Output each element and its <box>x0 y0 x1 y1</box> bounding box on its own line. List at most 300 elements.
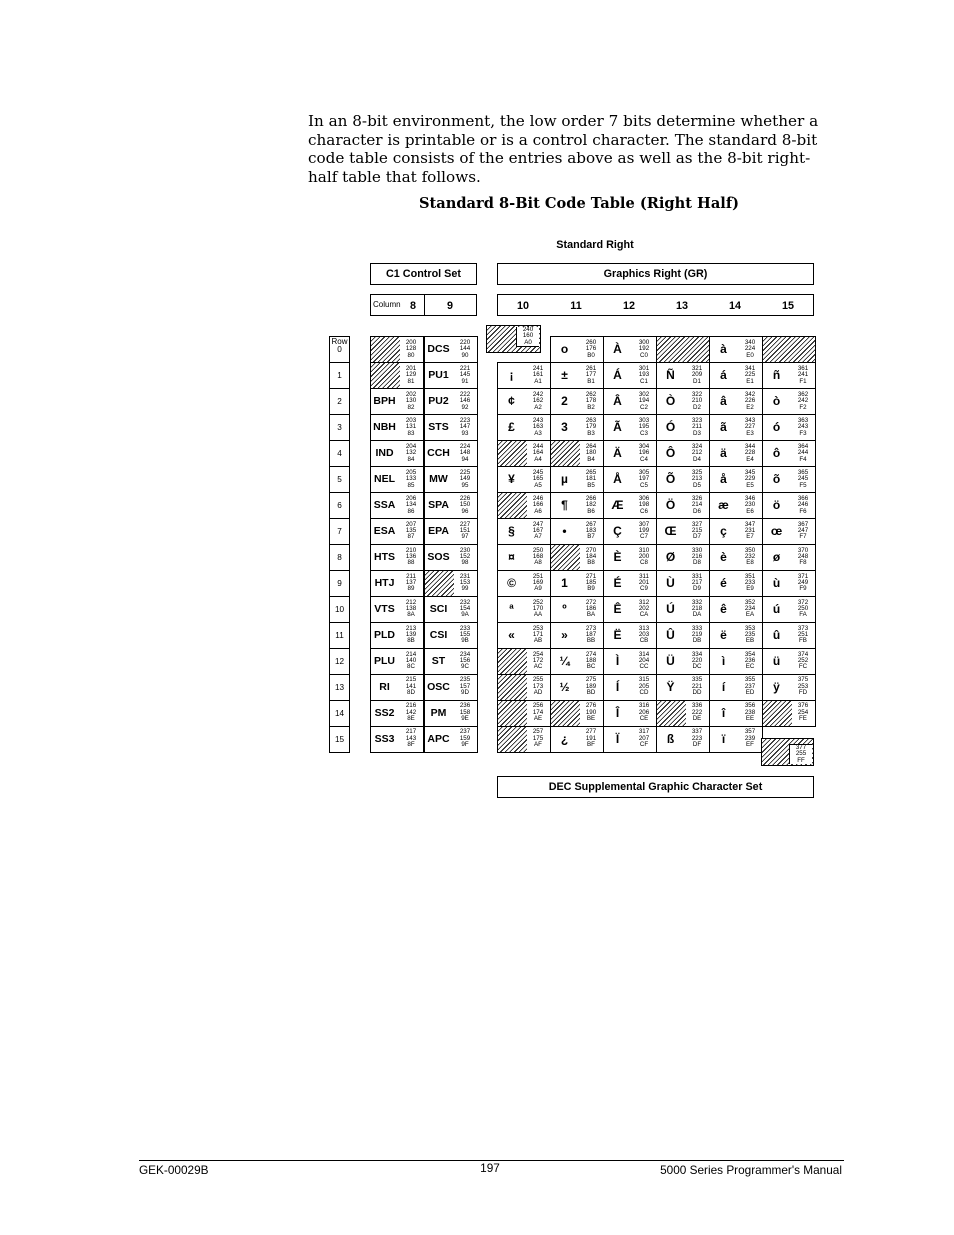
code-cell-r4-c15 <box>762 440 816 467</box>
glyph: £ <box>508 420 515 435</box>
glyph: APC <box>427 733 450 746</box>
column-divider <box>424 294 425 316</box>
glyph: ú <box>772 602 781 617</box>
code-values: 367 247 F7 <box>797 520 809 541</box>
code-cell-r2-c15 <box>762 388 816 415</box>
code-values: 267 183 B7 <box>585 520 597 541</box>
code-values: 302 194 C2 <box>638 390 650 411</box>
code-values: 263 179 B3 <box>585 416 597 437</box>
code-values: 305 197 C5 <box>638 468 650 489</box>
code-values: 365 245 F5 <box>797 468 809 489</box>
glyph: µ <box>561 472 568 487</box>
row-label: Row <box>331 336 348 346</box>
code-values: 227 151 97 <box>459 520 471 541</box>
column-header-gr <box>497 294 814 316</box>
glyph: PU2 <box>428 395 449 408</box>
code-cell-r12-c15 <box>762 648 816 675</box>
code-values: 274 188 BC <box>585 650 597 671</box>
extra-cell-a0 <box>486 325 541 353</box>
code-cell-r6-c11 <box>550 492 604 519</box>
row-number-15: 15 <box>329 726 350 753</box>
code-cell-r14-c13 <box>656 700 710 727</box>
glyph: Ù <box>666 576 675 591</box>
glyph: HTS <box>374 551 395 564</box>
glyph: ¿ <box>560 732 569 747</box>
code-cell-r5-c15 <box>762 466 816 493</box>
glyph: DCS <box>427 343 450 356</box>
code-cell-r3-c10 <box>497 414 551 441</box>
glyph: û <box>772 628 781 643</box>
glyph: Œ <box>664 524 677 539</box>
code-cell-r1-c9 <box>424 362 478 389</box>
code-values: 217 143 8F <box>405 728 417 749</box>
code-values: 335 221 DD <box>691 676 703 697</box>
row-number-14: 14 <box>329 700 350 727</box>
graphics-right-label: Graphics Right (GR) <box>497 263 814 285</box>
code-cell-r9-c12 <box>603 570 657 597</box>
glyph: Í <box>615 680 620 695</box>
glyph: ä <box>720 446 727 461</box>
glyph: ã <box>720 420 727 435</box>
code-values: 340 224 E0 <box>744 338 756 359</box>
code-cell-r4-c11 <box>550 440 604 467</box>
code-cell-r13-c8 <box>370 674 424 701</box>
footer-manual-title: 5000 Series Programmer's Manual <box>660 1163 842 1177</box>
glyph: è <box>720 550 727 565</box>
code-values: 245 165 A5 <box>532 468 544 489</box>
code-cell-r1-c15 <box>762 362 816 389</box>
code-cell-r8-c14 <box>709 544 763 571</box>
row-number-11: 11 <box>329 622 350 649</box>
glyph: ± <box>561 368 568 383</box>
code-values: 210 136 88 <box>405 546 417 567</box>
code-values: 275 189 BD <box>585 676 597 697</box>
code-values: 356 238 EE <box>744 702 756 723</box>
glyph: SPA <box>428 499 449 512</box>
code-cell-r5-c8 <box>370 466 424 493</box>
code-values: 374 252 FC <box>797 650 809 671</box>
glyph: ç <box>720 524 727 539</box>
glyph: PU1 <box>428 369 449 382</box>
code-cell-r5-c12 <box>603 466 657 493</box>
code-cell-r4-c9 <box>424 440 478 467</box>
code-cell-r15-c10 <box>497 726 551 753</box>
code-cell-r3-c9 <box>424 414 478 441</box>
code-values: 251 169 A9 <box>532 572 544 593</box>
glyph: ì <box>721 654 726 669</box>
code-values: 316 206 CE <box>638 702 650 723</box>
glyph: OSC <box>427 681 450 694</box>
glyph: ê <box>720 602 727 617</box>
code-cell-r4-c8 <box>370 440 424 467</box>
glyph: õ <box>772 472 781 487</box>
code-cell-r11-c13 <box>656 622 710 649</box>
code-values: 346 230 E6 <box>744 494 756 515</box>
code-cell-r10-c9 <box>424 596 478 623</box>
code-values: 235 157 9D <box>459 676 471 697</box>
glyph: Ó <box>665 420 676 435</box>
column-number-12: 12 <box>622 300 635 312</box>
glyph: RI <box>379 681 390 694</box>
c1-control-set-label: C1 Control Set <box>370 263 477 285</box>
code-cell-r10-c11 <box>550 596 604 623</box>
glyph: à <box>720 342 727 357</box>
code-cell-r6-c12 <box>603 492 657 519</box>
code-cell-r4-c14 <box>709 440 763 467</box>
code-cell-r10-c8 <box>370 596 424 623</box>
glyph: Æ <box>611 498 624 513</box>
code-values: 247 167 A7 <box>532 520 544 541</box>
code-cell-r3-c15 <box>762 414 816 441</box>
code-cell-r8-c15 <box>762 544 816 571</box>
code-cell-r9-c11 <box>550 570 604 597</box>
code-values: 322 210 D2 <box>691 390 703 411</box>
code-cell-r10-c15 <box>762 596 816 623</box>
code-cell-r6-c9 <box>424 492 478 519</box>
code-cell-r7-c15 <box>762 518 816 545</box>
code-values: 270 184 B8 <box>585 546 597 567</box>
code-values: 272 186 BA <box>585 598 597 619</box>
code-cell-r8-c9 <box>424 544 478 571</box>
code-cell-r6-c14 <box>709 492 763 519</box>
code-cell-r4-c13 <box>656 440 710 467</box>
code-values: 242 162 A2 <box>532 390 544 411</box>
code-cell-r15-c9 <box>424 726 478 753</box>
code-cell-r15-c13 <box>656 726 710 753</box>
code-values: 376 254 FE <box>797 702 809 723</box>
code-cell-r13-c14 <box>709 674 763 701</box>
code-values: 334 220 DC <box>691 650 703 671</box>
code-values: 370 248 F8 <box>797 546 809 567</box>
glyph: SCI <box>429 603 448 616</box>
code-values: 375 253 FD <box>797 676 809 697</box>
code-values: 212 138 8A <box>405 598 417 619</box>
code-values: 255 173 AD <box>532 676 544 697</box>
glyph: ï <box>721 732 726 747</box>
glyph: SS3 <box>374 733 395 746</box>
code-cell-r9-c8 <box>370 570 424 597</box>
code-cell-r14-c10 <box>497 700 551 727</box>
code-values: 225 149 95 <box>459 468 471 489</box>
code-values: 373 251 FB <box>797 624 809 645</box>
code-values: 301 193 C1 <box>638 364 650 385</box>
code-values: 271 185 B9 <box>585 572 597 593</box>
code-values: 222 146 92 <box>459 390 471 411</box>
code-cell-r0-c12 <box>603 336 657 363</box>
glyph: º <box>562 602 567 617</box>
glyph: » <box>561 628 568 643</box>
code-cell-r0-c15 <box>762 336 816 363</box>
code-values: 261 177 B1 <box>585 364 597 385</box>
code-cell-r12-c12 <box>603 648 657 675</box>
table-heading: Standard 8-Bit Code Table (Right Half) <box>419 195 740 212</box>
code-values: 350 232 E8 <box>744 546 756 567</box>
glyph: ¥ <box>508 472 515 487</box>
code-cell-r15-c12 <box>603 726 657 753</box>
code-values: 273 187 BB <box>585 624 597 645</box>
glyph: Ï <box>615 732 620 747</box>
code-values: 234 156 9C <box>459 650 471 671</box>
code-values: 317 207 CF <box>638 728 650 749</box>
row-number-6: 6 <box>329 492 350 519</box>
row-number-13: 13 <box>329 674 350 701</box>
glyph: ¶ <box>561 498 568 513</box>
code-values: 266 182 B6 <box>585 494 597 515</box>
code-values: 315 205 CD <box>638 676 650 697</box>
code-cell-r10-c12 <box>603 596 657 623</box>
row-number-3: 3 <box>329 414 350 441</box>
code-cell-r7-c11 <box>550 518 604 545</box>
glyph: ¡ <box>509 368 514 383</box>
glyph: Û <box>666 628 675 643</box>
code-cell-r7-c9 <box>424 518 478 545</box>
code-cell-r2-c9 <box>424 388 478 415</box>
code-cell-r14-c11 <box>550 700 604 727</box>
column-label: Column <box>373 300 401 309</box>
code-values: 201 129 81 <box>405 364 417 385</box>
code-cell-r6-c13 <box>656 492 710 519</box>
glyph: Ú <box>666 602 675 617</box>
glyph: NEL <box>374 473 395 486</box>
code-cell-r0-c9 <box>424 336 478 363</box>
code-cell-r8-c11 <box>550 544 604 571</box>
code-values: 306 198 C6 <box>638 494 650 515</box>
code-cell-r12-c8 <box>370 648 424 675</box>
code-values: 254 172 AC <box>532 650 544 671</box>
glyph: 2 <box>561 394 568 409</box>
a0-oct: 240 <box>522 326 534 333</box>
code-values: 361 241 F1 <box>797 364 809 385</box>
a0-dec: 160 <box>522 332 534 340</box>
ff-oct: 377 <box>795 743 807 751</box>
code-values: 307 199 C7 <box>638 520 650 541</box>
code-values: 341 225 E1 <box>744 364 756 385</box>
code-cell-r4-c12 <box>603 440 657 467</box>
glyph: Ÿ <box>666 680 675 695</box>
code-values: 244 164 A4 <box>532 442 544 463</box>
code-cell-r2-c14 <box>709 388 763 415</box>
code-values: 207 135 87 <box>405 520 417 541</box>
glyph: CCH <box>427 447 450 460</box>
glyph: § <box>508 524 515 539</box>
code-cell-r2-c11 <box>550 388 604 415</box>
code-cell-r1-c10 <box>497 362 551 389</box>
code-values: 314 204 CC <box>638 650 650 671</box>
row-number-4: 4 <box>329 440 350 467</box>
code-cell-r11-c9 <box>424 622 478 649</box>
glyph: SSA <box>373 499 396 512</box>
code-values: 252 170 AA <box>532 598 544 619</box>
code-values: 264 180 B4 <box>585 442 597 463</box>
glyph: â <box>720 394 727 409</box>
code-values: 323 211 D3 <box>691 416 703 437</box>
code-values: 262 178 B2 <box>585 390 597 411</box>
glyph: Ì <box>615 654 620 669</box>
code-cell-r15-c8 <box>370 726 424 753</box>
glyph: o <box>560 342 569 357</box>
code-cell-r2-c8 <box>370 388 424 415</box>
code-cell-r11-c15 <box>762 622 816 649</box>
code-cell-r11-c11 <box>550 622 604 649</box>
code-cell-r3-c8 <box>370 414 424 441</box>
extra-cell-ff <box>761 738 814 766</box>
row-number-8: 8 <box>329 544 350 571</box>
code-cell-r11-c10 <box>497 622 551 649</box>
code-cell-r0-c11 <box>550 336 604 363</box>
code-cell-r8-c8 <box>370 544 424 571</box>
glyph: ª <box>509 602 514 617</box>
glyph: ¼ <box>559 654 570 669</box>
code-values: 230 152 98 <box>459 546 471 567</box>
code-values: 311 201 C9 <box>638 572 650 593</box>
glyph: ESA <box>373 525 396 538</box>
code-values: 336 222 DE <box>691 702 703 723</box>
code-values: 325 213 D5 <box>691 468 703 489</box>
code-values: 232 154 9A <box>459 598 471 619</box>
code-values: 277 191 BF <box>585 728 597 749</box>
glyph: î <box>721 706 726 721</box>
code-values: 326 214 D6 <box>691 494 703 515</box>
code-cell-r0-c8 <box>370 336 424 363</box>
code-values: 241 161 A1 <box>532 364 544 385</box>
code-values: 353 235 EB <box>744 624 756 645</box>
glyph: æ <box>718 498 729 513</box>
glyph: © <box>507 576 516 591</box>
code-values: 342 226 E2 <box>744 390 756 411</box>
glyph: ü <box>772 654 781 669</box>
code-cell-r15-c11 <box>550 726 604 753</box>
code-values: 363 243 F3 <box>797 416 809 437</box>
code-cell-r2-c10 <box>497 388 551 415</box>
code-cell-r13-c11 <box>550 674 604 701</box>
code-cell-r5-c14 <box>709 466 763 493</box>
code-values: 243 163 A3 <box>532 416 544 437</box>
code-values: 221 145 91 <box>459 364 471 385</box>
code-cell-r6-c10 <box>497 492 551 519</box>
code-values: 265 181 B5 <box>585 468 597 489</box>
code-cell-r12-c14 <box>709 648 763 675</box>
code-cell-r10-c13 <box>656 596 710 623</box>
glyph: ST <box>431 655 446 668</box>
column-number-14: 14 <box>728 300 741 312</box>
code-cell-r9-c10 <box>497 570 551 597</box>
code-values: 372 250 FA <box>797 598 809 619</box>
glyph: • <box>562 524 567 539</box>
code-values: 347 231 E7 <box>744 520 756 541</box>
code-cell-r14-c12 <box>603 700 657 727</box>
glyph: MW <box>429 473 448 486</box>
code-values: 260 176 B0 <box>585 338 597 359</box>
glyph: « <box>508 628 515 643</box>
glyph: 3 <box>561 420 568 435</box>
code-values: 257 175 AF <box>532 728 544 749</box>
glyph: ½ <box>559 680 570 695</box>
code-values: 343 227 E3 <box>744 416 756 437</box>
code-values: 330 216 D8 <box>691 546 703 567</box>
glyph: SS2 <box>374 707 395 720</box>
code-cell-r2-c12 <box>603 388 657 415</box>
glyph: ù <box>772 576 781 591</box>
glyph: É <box>613 576 622 591</box>
code-cell-r5-c10 <box>497 466 551 493</box>
glyph: é <box>720 576 727 591</box>
footer-doc-id: GEK-00029B <box>139 1163 209 1177</box>
glyph: EPA <box>428 525 449 538</box>
footer-page-number: 197 <box>480 1161 500 1175</box>
code-values: 332 218 DA <box>691 598 703 619</box>
code-values: 250 168 A8 <box>532 546 544 567</box>
glyph: CSI <box>429 629 448 642</box>
glyph: Ã <box>613 420 622 435</box>
ff-dec: 255 <box>795 750 807 758</box>
code-table-figure <box>326 236 846 804</box>
glyph: PLU <box>374 655 395 668</box>
code-values: 357 239 EF <box>744 728 756 749</box>
code-values: 224 148 94 <box>459 442 471 463</box>
glyph: ß <box>666 732 675 747</box>
code-values: 321 209 D1 <box>691 364 703 385</box>
code-cell-r12-c10 <box>497 648 551 675</box>
code-values: 226 150 96 <box>459 494 471 515</box>
glyph: BPH <box>373 395 396 408</box>
code-cell-r3-c13 <box>656 414 710 441</box>
code-values: 205 133 85 <box>405 468 417 489</box>
code-cell-r9-c14 <box>709 570 763 597</box>
code-cell-r0-c13 <box>656 336 710 363</box>
code-values: 200 128 80 <box>405 338 417 359</box>
code-values: 237 159 9F <box>459 728 471 749</box>
code-values: 310 200 C8 <box>638 546 650 567</box>
code-values: 303 195 C3 <box>638 416 650 437</box>
code-cell-r9-c9 <box>424 570 478 597</box>
glyph: Ü <box>666 654 675 669</box>
glyph: Â <box>613 394 622 409</box>
code-values: 216 142 8E <box>405 702 417 723</box>
code-values: 304 196 C4 <box>638 442 650 463</box>
code-cell-r5-c11 <box>550 466 604 493</box>
code-cell-r13-c9 <box>424 674 478 701</box>
code-values: 331 217 D9 <box>691 572 703 593</box>
glyph: ÿ <box>773 680 780 695</box>
code-cell-r9-c15 <box>762 570 816 597</box>
glyph: Ò <box>665 394 676 409</box>
glyph: œ <box>770 524 783 539</box>
code-values: 253 171 AB <box>532 624 544 645</box>
code-cell-r6-c8 <box>370 492 424 519</box>
code-cell-r5-c13 <box>656 466 710 493</box>
code-cell-r0-c14 <box>709 336 763 363</box>
code-values: 231 153 99 <box>459 572 471 593</box>
glyph: 1 <box>561 576 568 591</box>
code-cell-r9-c13 <box>656 570 710 597</box>
row-number-5: 5 <box>329 466 350 493</box>
glyph: ¤ <box>508 550 515 565</box>
glyph: í <box>721 680 726 695</box>
code-values: 246 166 A6 <box>532 494 544 515</box>
glyph: Å <box>613 472 622 487</box>
glyph: Ñ <box>666 368 675 383</box>
code-values: 366 246 F6 <box>797 494 809 515</box>
code-values: 203 131 83 <box>405 416 417 437</box>
code-values: 220 144 90 <box>459 338 471 359</box>
figure-title: Standard Right <box>556 239 634 251</box>
glyph: PLD <box>374 629 395 642</box>
column-number-15: 15 <box>781 300 794 312</box>
glyph: Ç <box>613 524 622 539</box>
code-cell-r14-c8 <box>370 700 424 727</box>
code-values: 371 249 F9 <box>797 572 809 593</box>
glyph: NBH <box>373 421 396 434</box>
